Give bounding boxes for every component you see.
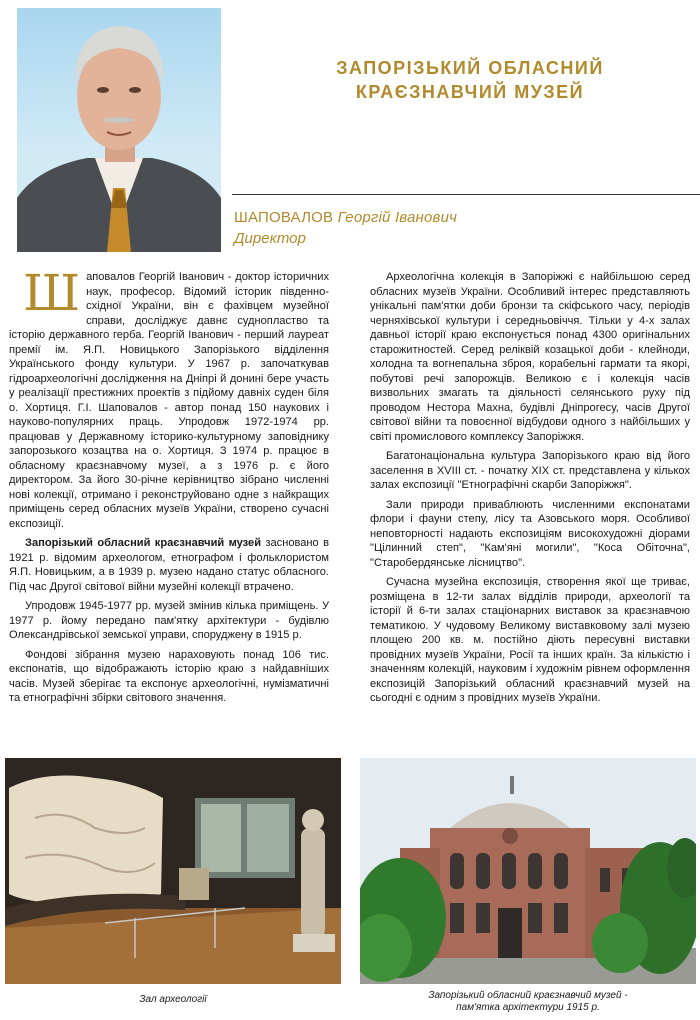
archaeology-hall-photo — [5, 758, 341, 984]
museum-building-caption-line-1: Запорізький обласний краєзнавчий музей - — [428, 990, 628, 1001]
right-paragraph-3: Зали природи приваблюють численними експонатами флори і фауни степу, лісу та Азовського моря. Особливої неповторності надають експозиціям високохудожні діорами "Цілинний степ", "Кам'яні могили", "Коса Обіточна", "Старобердянське лісництво". — [370, 498, 690, 569]
museum-title-line-1: ЗАПОРІЗЬКИЙ ОБЛАСНИЙ — [336, 58, 604, 78]
museum-title-line-2: КРАЄЗНАВЧИЙ МУЗЕЙ — [355, 82, 585, 102]
director-role: Директор — [234, 230, 306, 247]
right-paragraph-2: Багатонаціональна культура Запорізького краю від його заселення в XVIII ст. - початку XIX ст. представлена у кількох залах експозиції "Етнографічні скарби Запоріжжя". — [370, 450, 690, 491]
director-surname: ШАПОВАЛОВ — [234, 209, 334, 226]
left-text-column — [9, 264, 329, 711]
left-paragraph-3: Упродовж 1945-1977 рр. музей змінив кілька приміщень. У 1977 р. йому передано пам'ятку архітектури - будівлю Олександрівської земської управи, споруджену в 1915 р. — [9, 600, 329, 641]
director-portrait-photo — [17, 8, 221, 252]
left-paragraph-1 — [9, 264, 329, 531]
left-paragraph-2 — [9, 536, 329, 594]
museum-building-caption-line-2: пам'ятка архітектури 1915 р. — [456, 1002, 600, 1013]
museum-building-caption — [360, 990, 696, 1014]
museum-name-lead: Запорізький обласний краєзнавчий музей — [25, 537, 262, 549]
left-paragraph-1-text: аповалов Георгій Іванович - доктор історичних наук, професор. Відомий історик південно-східної України, він є фахівцем музейної справи, досліджує давнє суднопластво та історію державного герба. Георгій Іванович - перший лауреат премії ім. Я.П. Новицького Запорізького відділення Українського фонду культури. У 1967 р. започаткував гідроархеологічні дослідження на Дніпрі й донині бере участь у реалізації престижних проектів з підйому давніх суден біля о. Хортиця. Г.І. Шаповалов - автор понад 150 наукових і науково-популярних праць. Упродовж 1972-1974 рр. працював у Державному історико-культурному заповіднику запорозького козацтва на о. Хортиця. З 1974 р. працює в обласному краєзнавчому музеї, а з 1976 р. є його директором. За його 30-річне керівництво зібрано численні нові колекції, отримано і реконструйовано одне з найкращих приміщень серед обласних музеїв України, створено сучасні експозиції. — [9, 271, 329, 530]
museum-title — [270, 56, 670, 104]
header-divider — [232, 194, 700, 195]
right-paragraph-4: Сучасна музейна експозиція, створення якої ще триває, розміщена в 12-ти залах відділів природи, археології та історії й 6-ти залах стаціонарних виставок за краєзнавчою тематикою. У чудовому Великому виставковому залі музею площею 200 кв. м. постійно діють пересувні виставки провідних музеїв України, Росії та інших країн. За кількістю і значенням колекцій, науковим і художнім рівнем оформлення експозицій Запорізький обласний краєзнавчий музей на сьогодні є одним з провідних музеїв України. — [370, 576, 690, 704]
director-given-name: Георгій Іванович — [337, 209, 458, 226]
archaeology-hall-caption: Зал археології — [139, 994, 207, 1005]
drop-cap: Ш — [23, 264, 81, 322]
right-paragraph-1: Археологічна колекція в Запоріжжі є найбільшою серед обласних музеїв України. Особливий інтерес представляють унікальні пам'ятки доби бронзи та скіфського часу, періодів черняхівської культури і середньовіччя. Тільки у 4-х залах давньої історії краю експонується понад 4300 оригінальних старожитностей. Серед реліквій козацької доби - клейноди, холодна та вогнепальна зброя, корабельні гармати та якорі, побутові речі запорожців. Великою є і колекція часів визвольних змагать та діяльності селянського руху під проводом Нестора Махна, будівлі Дніпрогесу, часів Другої світової війни та повоєнної відбудови одного з найбільших у світі промислового комплексу Запоріжжя. — [370, 271, 690, 443]
right-text-column — [370, 270, 690, 711]
left-paragraph-4: Фондові зібрання музею нараховують понад 106 тис. експонатів, що відображають історію краю з найдавніших часів. Музей зберігає та експонує археологічні, нумізматичні та етнографічні збірки світового значення. — [9, 648, 329, 704]
museum-building-photo — [360, 758, 696, 984]
director-name — [234, 209, 457, 226]
left-paragraph-2-text: засновано в 1921 р. відомим археологом, етнографом і фольклористом Я.П. Новицьким, а в 1939 р. музею надано статус обласного. Під час Другої світової війни музейні колекції втрачено. — [9, 537, 329, 593]
